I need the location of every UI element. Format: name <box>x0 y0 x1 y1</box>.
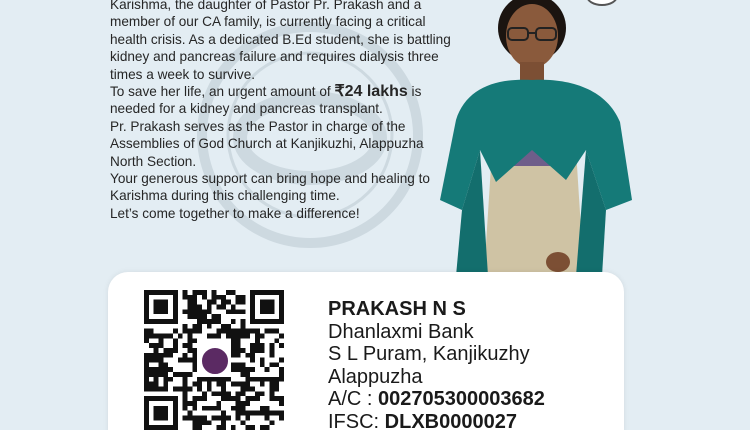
account-number-row <box>328 388 545 411</box>
account-holder-name: PRAKASH N S <box>328 298 466 320</box>
qr-code-icon[interactable] <box>144 290 284 430</box>
church-logo-icon <box>200 346 230 376</box>
account-number-label: A/C : <box>328 388 379 410</box>
appeal-text <box>110 0 455 222</box>
ifsc-row <box>328 411 545 430</box>
appeal-paragraph-closing: Let’s come together to make a difference! <box>110 205 360 221</box>
karishma-photo <box>436 0 632 276</box>
ifsc-label: IFSC: <box>328 410 385 430</box>
bank-city: Alappuzha <box>328 365 423 388</box>
appeal-paragraph-support: Your generous support can bring hope and healing to Karishma during this challenging time. <box>110 171 430 204</box>
appeal-paragraph-pastor: Pr. Prakash serves as the Pastor in charge of the Assemblies of God Church at Kanjikuzhi, Alappuzha North Section. <box>110 118 424 169</box>
bank-details <box>328 298 545 430</box>
appeal-paragraph-intro: Karishma, the daughter of Pastor Pr. Prakash and a member of our CA family, is currently facing a critical health crisis. As a dedicated B.Ed student, she is battling kidney and pancreas failure and requires dialysis three times a week to survive. <box>110 0 451 82</box>
bank-name: Dhanlaxmi Bank <box>328 320 474 343</box>
payment-card <box>108 272 624 430</box>
amount-value: ₹24 lakhs <box>334 83 408 101</box>
ifsc-code: DLXB0000027 <box>384 410 517 430</box>
account-number: 002705300003682 <box>378 388 545 410</box>
bank-branch: S L Puram, Kanjikuzhy <box>328 343 530 365</box>
appeal-paragraph-amount <box>110 83 455 118</box>
amount-prefix: To save her life, an urgent amount of <box>110 84 335 100</box>
amount-suffix: is needed for a kidney and pancreas transplant. <box>110 84 422 117</box>
